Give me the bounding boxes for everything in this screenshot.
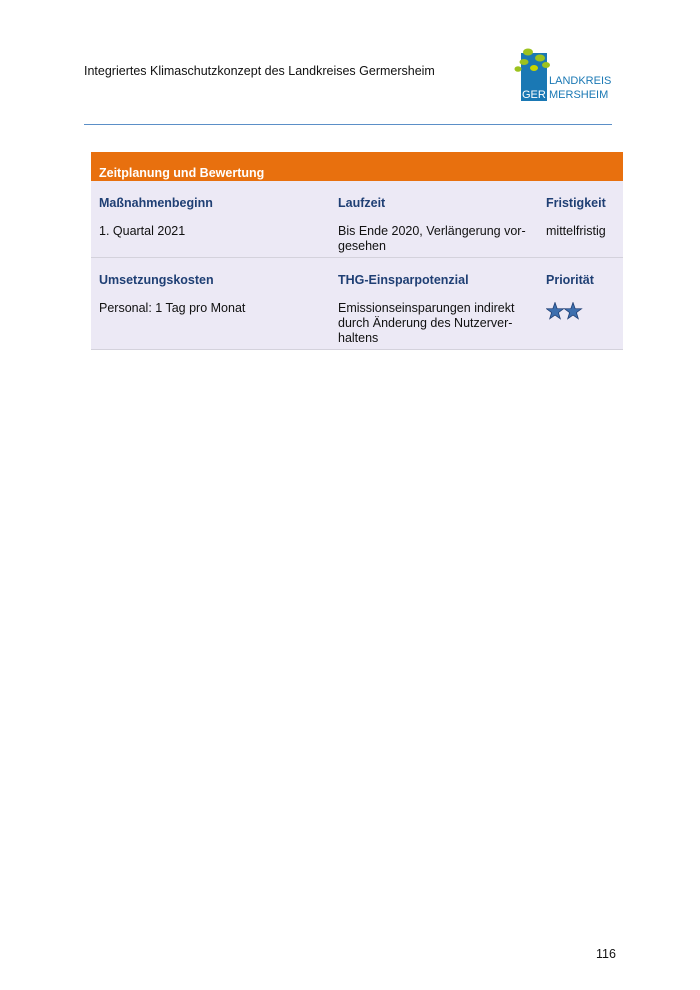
label-timeframe: Fristigkeit (546, 196, 606, 210)
table-row (91, 181, 623, 258)
priority-star-icon (546, 303, 563, 319)
value-ghg-savings: Emissionseinsparungen indirekt durch Änderung des Nutzerver- haltens (338, 301, 515, 345)
table-title: Zeitplanung und Bewertung (91, 152, 623, 181)
schedule-evaluation-table (91, 152, 623, 350)
priority-star-icon (564, 303, 581, 319)
value-timeframe: mittelfristig (546, 224, 606, 238)
page-number: 116 (596, 947, 616, 961)
label-duration: Laufzeit (338, 196, 386, 210)
landkreis-germersheim-logo (512, 46, 612, 106)
table-row (91, 258, 623, 350)
logo-text-line2-left: GER (522, 89, 546, 101)
header-divider (84, 124, 612, 125)
value-duration: Bis Ende 2020, Verlängerung vor- gesehen (338, 224, 526, 253)
priority-stars (546, 302, 586, 320)
logo-text-line1: LANDKREIS (549, 75, 612, 87)
label-implementation-costs: Umsetzungskosten (99, 273, 214, 287)
label-ghg-savings: THG-Einsparpotenzial (338, 273, 469, 287)
label-measure-start: Maßnahmenbeginn (99, 196, 213, 210)
logo-text-line2-right: MERSHEIM (549, 89, 609, 101)
header-title: Integriertes Klimaschutzkonzept des Landkreises Germersheim (84, 64, 435, 78)
value-implementation-costs: Personal: 1 Tag pro Monat (99, 301, 246, 315)
label-priority: Priorität (546, 273, 594, 287)
value-measure-start: 1. Quartal 2021 (99, 224, 186, 238)
